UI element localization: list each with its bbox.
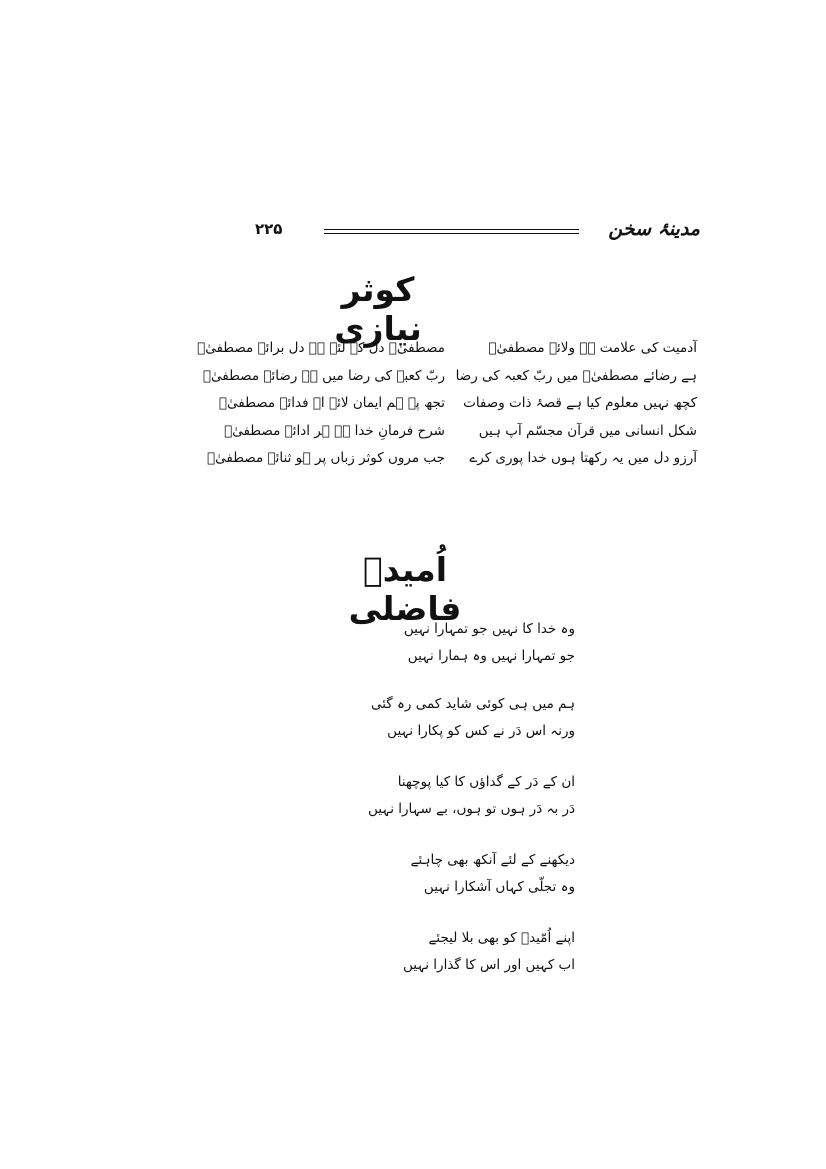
poem-umeed-fazli [360, 616, 575, 979]
misra-first: آدمیت کی علامت ہے ولائے مصطفیٰؐ [488, 340, 697, 356]
misra-second: جب مروں کوثر زباں پر ہو ثنائے مصطفیٰؐ [207, 450, 445, 466]
stanza [360, 925, 575, 979]
verse-line: وہ خدا کا نہیں جو تمہارا نہیں [403, 621, 575, 637]
verse-line: دَر بہ دَر ہوں تو ہوں، بے سہارا نہیں [367, 801, 575, 817]
misra-first: شکل انسانی میں قرآن مجسّم آپ ہیں [478, 422, 697, 439]
stanza [360, 847, 575, 901]
header-rule-top [324, 229, 579, 230]
poet-name-umeed-fazli: اُمیدؔ فاضلی [348, 550, 462, 628]
stanza [360, 691, 575, 745]
page-header [255, 218, 700, 248]
misra-second: مصطفیٰؐ دل کے لئے ہے دل برائے مصطفیٰؐ [197, 340, 445, 356]
couplet [224, 422, 697, 451]
couplet [218, 395, 697, 423]
misra-second: تجھ پہ ہم ایمان لائے اے فدائے مصطفیٰؐ [218, 395, 445, 411]
couplet [207, 450, 697, 478]
page-number: ۲۲۵ [255, 220, 283, 238]
verse-line: ہم میں ہی کوئی شاید کمی رہ گئی [370, 696, 575, 712]
verse-line: ان کے دَر کے گداؤں کا کیا پوچھنا [397, 774, 575, 790]
misra-first: کچھ نہیں معلوم کیا ہے قصۂ ذات وصفات [463, 395, 697, 411]
misra-first: آرزو دل میں یہ رکھتا ہوں خدا پوری کرے [469, 450, 697, 466]
verse-line: اپنے اُمّیدؔ کو بھی بلا لیجئے [428, 930, 575, 946]
couplet [202, 367, 697, 396]
stanza [360, 616, 575, 670]
verse-line: ورنہ اس دَر نے کس کو پکارا نہیں [387, 723, 575, 739]
book-title: مدینۂ سخن [608, 218, 700, 240]
verse-line: دیکھنے کے لئے آنکھ بھی چاہئے [410, 852, 575, 868]
misra-second: شرح فرمانِ خدا ہے ہر ادائے مصطفیٰؐ [224, 422, 445, 439]
misra-second: ربّ کعبہ کی رضا میں ہے رضائے مصطفیٰؐ [202, 367, 445, 384]
misra-first: ہے رضائے مصطفیٰؐ میں ربّ کعبہ کی رضا [455, 367, 697, 384]
couplet [197, 340, 697, 368]
verse-line: وہ تجلّی کہاں آشکارا نہیں [423, 879, 575, 895]
header-rule-bottom [324, 233, 579, 234]
poet-name-kausar-niazi: کوثر نیازی [334, 270, 422, 348]
verse-line: جو تمہارا نہیں وہ ہمارا نہیں [407, 648, 575, 664]
poem-kausar-niazi [197, 340, 697, 478]
verse-line: اب کہیں اور اس کا گذارا نہیں [402, 957, 575, 973]
stanza [360, 769, 575, 823]
